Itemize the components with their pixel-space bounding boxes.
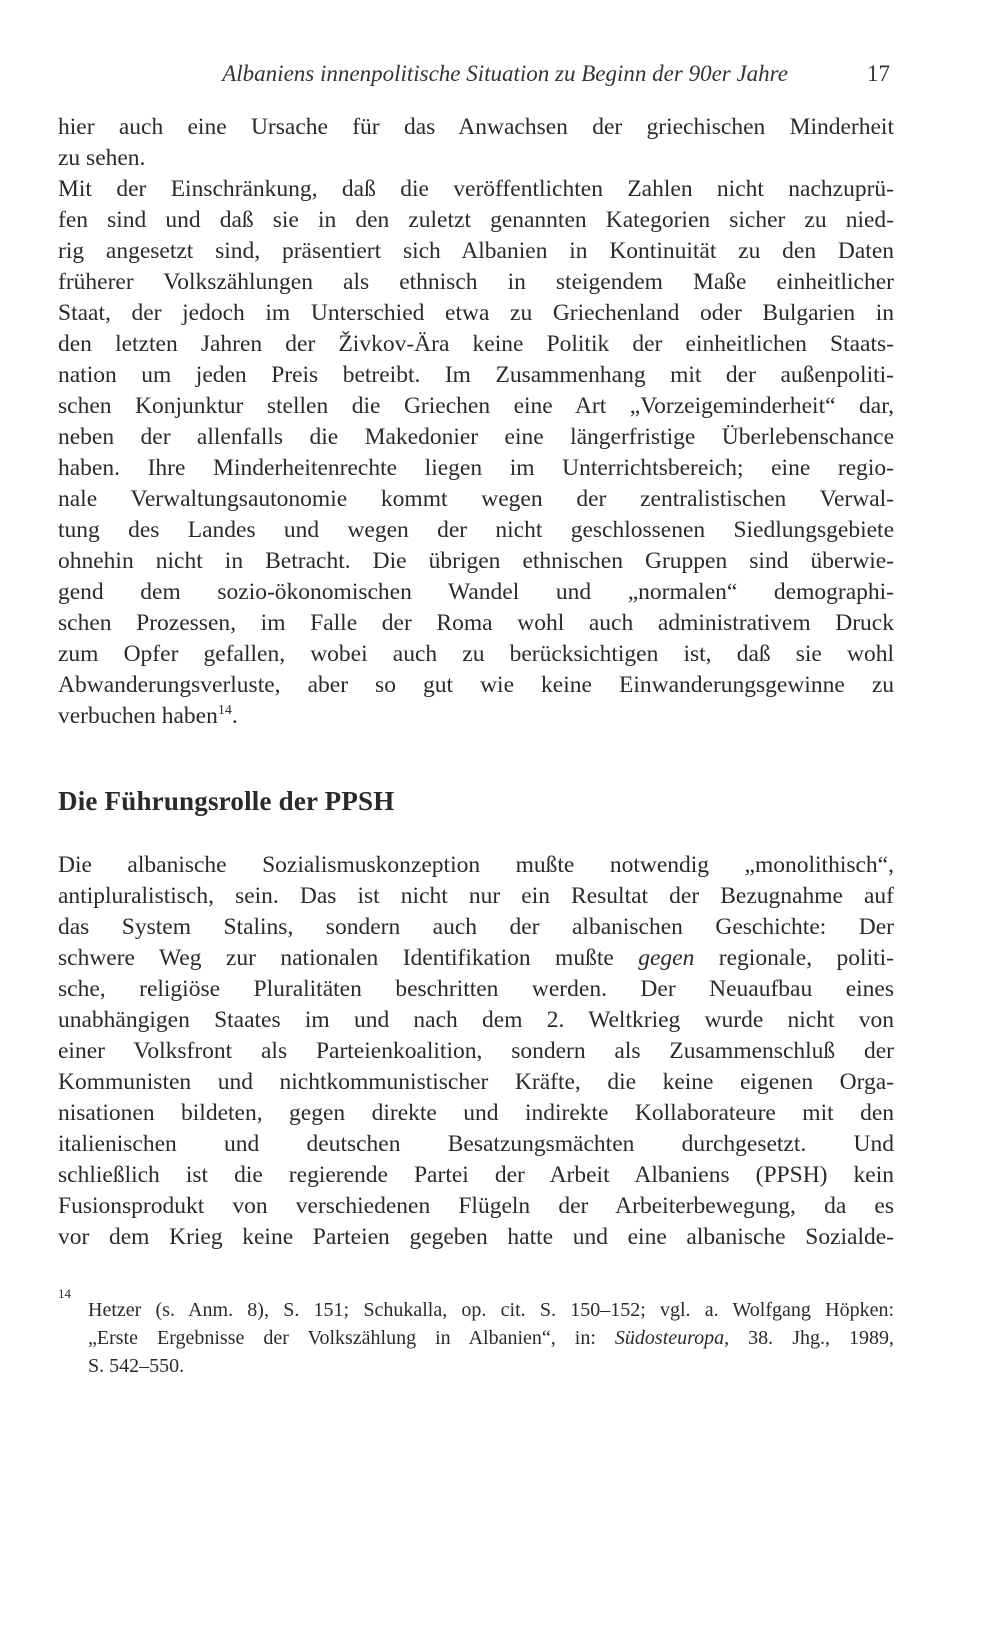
text-line: zum Opfer gefallen, wobei auch zu berücksichtigen ist, daß sie wohl [58,641,894,667]
text-line: vor dem Krieg keine Parteien gegeben hatte und eine albanische Sozialde- [58,1224,894,1250]
text-line: Mit der Einschränkung, daß die veröffentlichten Zahlen nicht nachzuprü- [58,176,894,202]
text-line: haben. Ihre Minderheitenrechte liegen im Unterrichtsbereich; eine regio- [58,455,894,481]
text-fragment: verbuchen haben [58,703,218,729]
text-line: schen Prozessen, im Falle der Roma wohl auch administrativem Druck [58,610,894,636]
emphasis-text: gegen [638,945,695,971]
text-fragment: 38. Jhg., 1989, [729,1327,894,1349]
text-line: antipluralistisch, sein. Das ist nicht nur ein Resultat der Bezugnahme auf [58,883,894,909]
text-line: nisationen bildeten, gegen direkte und indirekte Kollaborateure mit den [58,1100,894,1126]
document-page: Albaniens innenpolitische Situation zu Beginn der 90er Jahre 17 hier auch eine Ursache für das Anwachsen der griechischen Minderheit zu sehen. Mit der Einschränkung, daß die veröffentlichten Zahlen nicht nachzuprü- fen sind und daß sie in den zuletzt genannten Kategorien sicher zu nied- rig angesetzt sind, präsentiert sich Albanien in Kontinuität zu den Daten früherer Volkszählungen als ethnisch in steigendem Maße einheitlicher Staat, der jedoch im Unterschied etwa zu Griechenland oder Bulgarien in den letzten Jahren der Živkov-Ära keine Politik der einheitlichen Staats- nation um jeden Preis betreibt. Im Zusammenhang mit der außenpoliti- schen Konjunktur stellen die Griechen eine Art „Vorzeigeminderheit“ dar, neben der allenfalls die Makedonier eine längerfristige Überlebenschance haben. Ihre Minderheitenrechte liegen im Unterrichtsbereich; eine regio- nale Verwaltungsautonomie kommt wegen der zentralistischen Verwal- tung des Landes und wegen der nicht geschlossenen Siedlungsgebiete ohnehin nicht in Betracht. Die übrigen ethnischen Gruppen sind überwie- gend dem sozio-ökonomischen Wandel und „normalen“ demographi- schen Prozessen, im Falle der Roma wohl auch administrativem Druck zum Opfer gefallen, wobei auch zu berücksichtigen ist, daß sie wohl Abwanderungsverluste, aber so gut wie keine Einwanderungsgewinne zu verbuchen haben$^{14}$. Die Führungsrolle der PPSH Die albanische Sozialismuskonzeption mußte notwendig „monolithisch“, antipluralistisch, sein. Das ist nicht nur ein Resultat der Bezugnahme auf das System Stalins, sondern auch der albanischen Geschichte: Der schwere Weg zur nationalen Identifikation mußte gegen regionale, politi- sche, religiöse Pluralitäten beschritten werden. Der Neuaufbau eines unabhängigen Staates im und nach dem 2. Weltkrieg wurde nicht von einer Volksfront als Parteienkoalition, sondern als Zusammenschluß der Kommunisten und nichtkommunistischer Kräfte, die keine eigenen Orga- nisationen bildeten, gegen direkte und indirekte Kollaborateure mit den italienischen und deutschen Besatzungsmächten durchgesetzt. Und schließlich ist die regierende Partei der Arbeit Albaniens (PPSH) kein Fusionsprodukt von verschiedenen Flügeln der Arbeiterbewegung, da es vor dem Krieg keine Parteien gegeben hatte und eine albanische Sozialde- 14 Hetzer (s. Anm. 8), S. 151; Schukalla, op. cit. S. 150–152; vgl. a. Wolfgang Höpken: „Erste Ergebnisse der Volkszählung in Albanien“, in: Südosteuropa, 38. Jhg., 1989, S. 542–550. [0,0,1000,1629]
paragraph-1 [58,112,894,732]
text-fragment: . [231,703,238,729]
footnote-line [88,1324,894,1352]
footnote-reference: 14 [217,703,232,718]
running-header [58,56,890,92]
text-fragment: regionale, politi- [694,945,894,971]
text-line: tung des Landes und wegen der nicht geschlossenen Siedlungsgebiete [58,517,894,543]
text-line: ohnehin nicht in Betracht. Die übrigen ethnischen Gruppen sind überwie- [58,548,894,574]
text-line: nation um jeden Preis betreibt. Im Zusammenhang mit der außenpoliti- [58,362,894,388]
text-line: fen sind und daß sie in den zuletzt genannten Kategorien sicher zu nied- [58,207,894,233]
text-line [58,943,894,974]
running-title: Albaniens innenpolitische Situation zu Beginn der 90er Jahre [222,61,788,86]
text-line: Staat, der jedoch im Unterschied etwa zu Griechenland oder Bulgarien in [58,300,894,326]
footnote-line: Hetzer (s. Anm. 8), S. 151; Schukalla, op. cit. S. 150–152; vgl. a. Wolfgang Höpken: [88,1299,894,1321]
text-line: früherer Volkszählungen als ethnisch in steigendem Maße einheitlicher [58,269,894,295]
text-line: schen Konjunktur stellen die Griechen eine Art „Vorzeigeminderheit“ dar, [58,393,894,419]
text-line: Die albanische Sozialismuskonzeption mußte notwendig „monolithisch“, [58,852,894,878]
footnote-text [88,1296,894,1380]
text-line: sche, religiöse Pluralitäten beschritten werden. Der Neuaufbau eines [58,976,894,1002]
text-line: rig angesetzt sind, präsentiert sich Albanien in Kontinuität zu den Daten [58,238,894,264]
text-fragment: schwere Weg zur nationalen Identifikation mußte [58,945,639,971]
paragraph-2 [58,850,894,1253]
footnote-line: S. 542–550. [88,1355,185,1377]
text-line: gend dem sozio-ökonomischen Wandel und „normalen“ demographi- [58,579,894,605]
text-line: einer Volksfront als Parteienkoalition, sondern als Zusammenschluß der [58,1038,894,1064]
page-number: 17 [867,61,890,86]
text-line: hier auch eine Ursache für das Anwachsen der griechischen Minderheit [58,114,894,140]
text-line: nale Verwaltungsautonomie kommt wegen der zentralistischen Verwal- [58,486,894,512]
text-line: Fusionsprodukt von verschiedenen Flügeln der Arbeiterbewegung, da es [58,1193,894,1219]
section-heading: Die Führungsrolle der PPSH [58,786,395,816]
text-line: zu sehen. [58,145,146,171]
text-line: Kommunisten und nichtkommunistischer Kräfte, die keine eigenen Orga- [58,1069,894,1095]
text-line: das System Stalins, sondern auch der albanischen Geschichte: Der [58,914,894,940]
text-line-last [58,701,894,732]
emphasis-text: Südosteuropa, [614,1327,730,1349]
text-line: Abwanderungsverluste, aber so gut wie keine Einwanderungsgewinne zu [58,672,894,698]
text-line: italienischen und deutschen Besatzungsmächten durchgesetzt. Und [58,1131,894,1157]
text-line: unabhängigen Staates im und nach dem 2. Weltkrieg wurde nicht von [58,1007,894,1033]
text-fragment: „Erste Ergebnisse der Volkszählung in Albanien“, in: [88,1327,615,1349]
text-line: schließlich ist die regierende Partei der Arbeit Albaniens (PPSH) kein [58,1162,894,1188]
text-line: neben der allenfalls die Makedonier eine längerfristige Überlebenschance [58,424,894,450]
text-line: den letzten Jahren der Živkov-Ära keine Politik der einheitlichen Staats- [58,331,894,357]
